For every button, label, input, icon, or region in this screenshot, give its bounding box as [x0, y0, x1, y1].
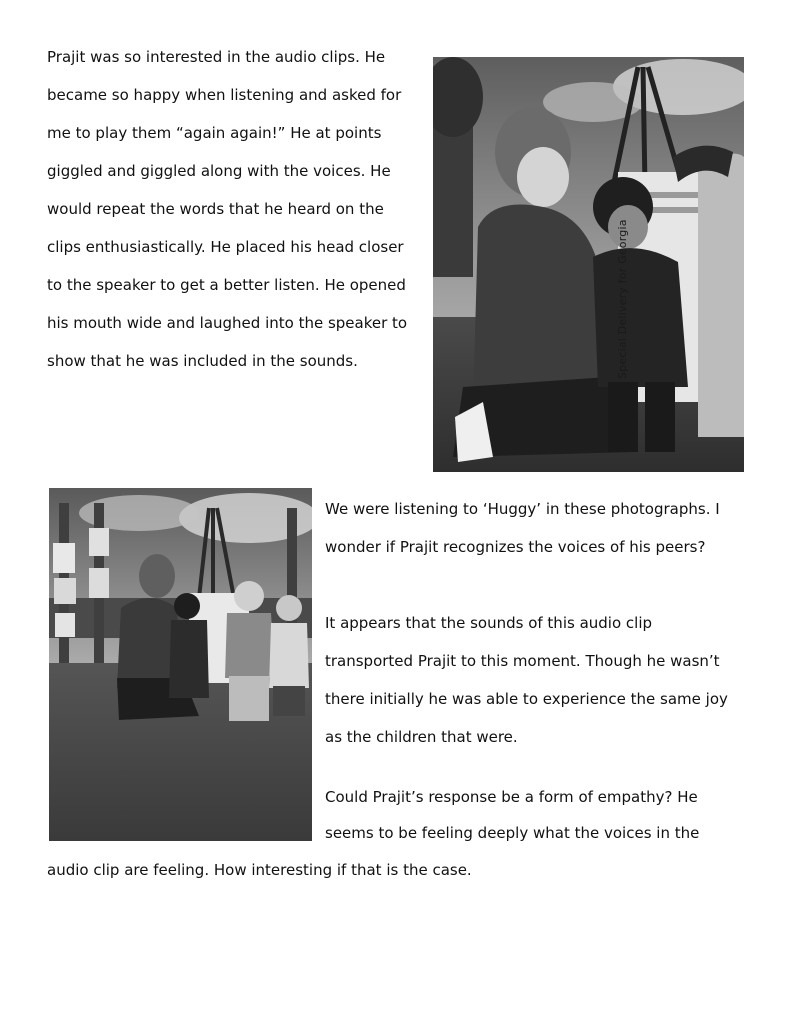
text-line: became so happy when listening and asked for	[47, 86, 402, 104]
photo-children-group-image	[49, 488, 312, 841]
photo-child-listening-image	[433, 57, 744, 472]
text-line: show that he was included in the sounds.	[47, 352, 358, 370]
text-line: It appears that the sounds of this audio clip	[325, 614, 653, 632]
text-line: audio clip are feeling. How interesting if that is the case.	[47, 861, 472, 879]
text-line: me to play them “again again!” He at points	[47, 124, 382, 142]
text-line: seems to be feeling deeply what the voices in the	[325, 824, 700, 842]
photo-watermark: Special Delivery for Georgia	[616, 219, 629, 379]
text-line: clips enthusiastically. He placed his head closer	[47, 238, 404, 256]
photo-children-outdoor-group	[49, 488, 312, 841]
text-line: Could Prajit’s response be a form of empathy? He	[325, 788, 698, 806]
text-line: his mouth wide and laughed into the speaker to	[47, 314, 408, 332]
text-line: giggled and giggled along with the voices. He	[47, 162, 391, 180]
text-line: We were listening to ‘Huggy’ in these photographs. I	[325, 500, 720, 518]
text-line: to the speaker to get a better listen. He opened	[47, 276, 406, 294]
text-line: there initially he was able to experience the same joy	[325, 690, 728, 708]
text-line: wonder if Prajit recognizes the voices of his peers?	[325, 538, 706, 556]
photo-child-listening-to-speaker	[433, 57, 744, 472]
text-line: transported Prajit to this moment. Though he wasn’t	[325, 652, 720, 670]
text-line: would repeat the words that he heard on the	[47, 200, 384, 218]
text-line: Prajit was so interested in the audio clips. He	[47, 48, 386, 66]
text-line: as the children that were.	[325, 728, 518, 746]
